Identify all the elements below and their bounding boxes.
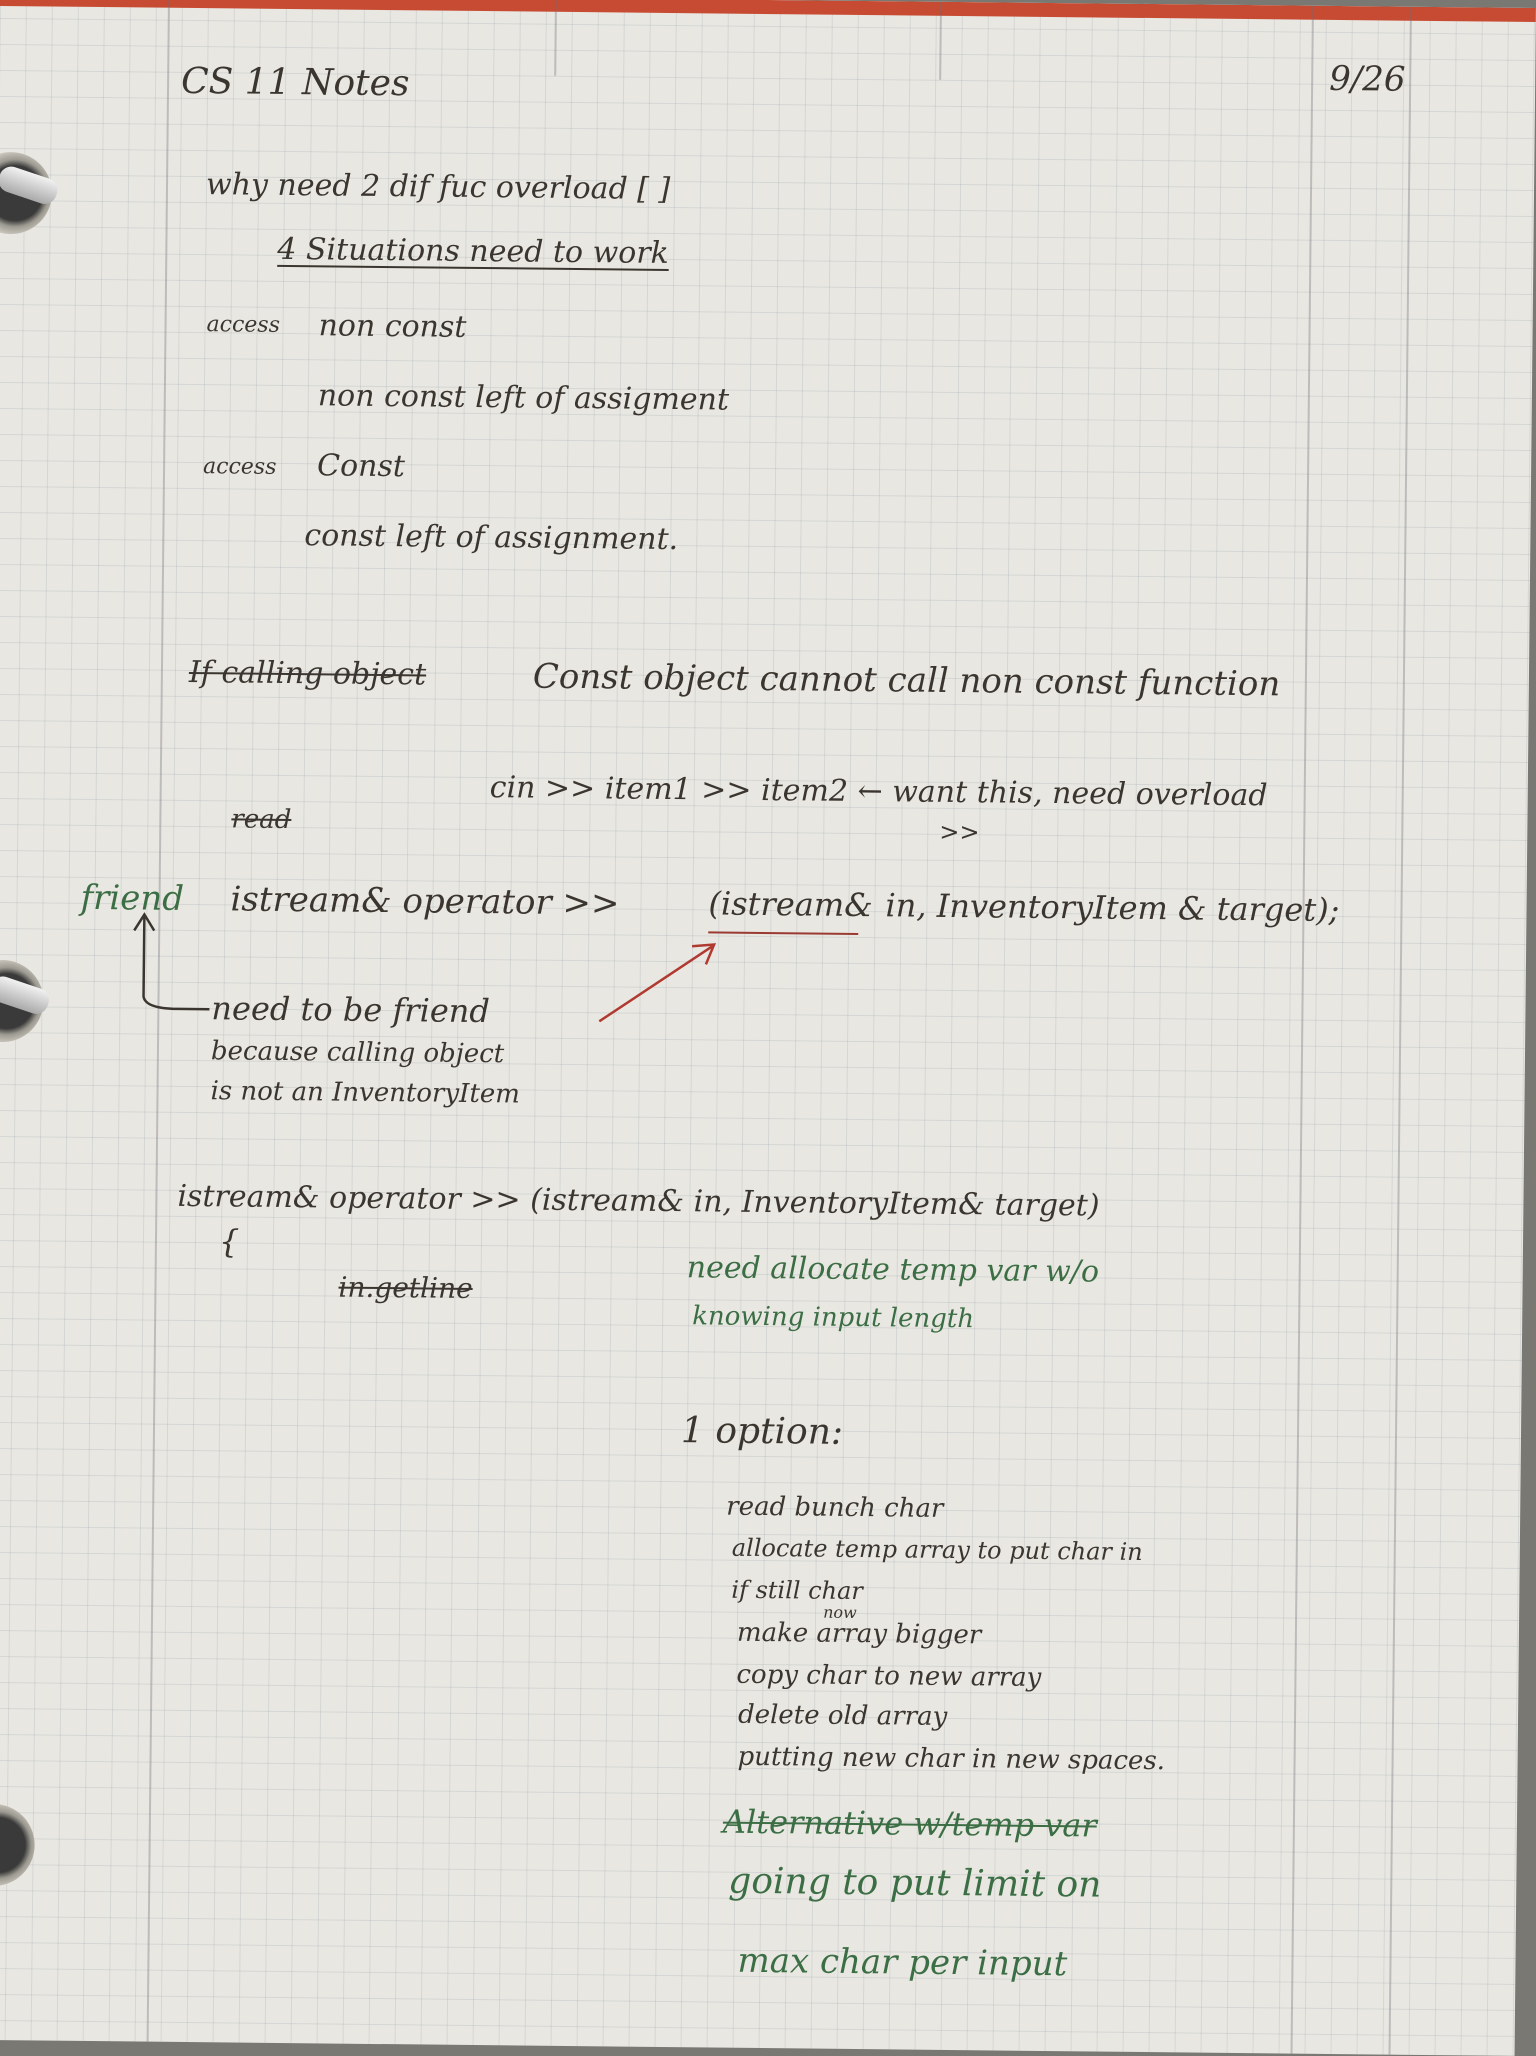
option-step: read bunch char [726, 1491, 944, 1524]
note-line: need to be friend [211, 989, 491, 1031]
note-line: 4 Situations need to work [277, 231, 670, 271]
header-divider [554, 0, 557, 76]
note-line: is not an InventoryItem [210, 1076, 521, 1110]
green-note: need allocate temp var w/o [686, 1250, 1100, 1290]
green-note: max char per input [737, 1940, 1068, 1985]
note-line: istream& operator >> (istream& in, InventoryItem& target) [177, 1178, 1100, 1224]
code-brace: { [218, 1222, 240, 1261]
crossed-out-text: If calling object [188, 654, 427, 693]
header-divider [939, 2, 942, 80]
green-note: knowing input length [692, 1301, 975, 1335]
page-date: 9/26 [1328, 58, 1406, 100]
note-line: cin >> item1 >> item2 ← want this, need overload [489, 770, 1268, 814]
option-step: allocate temp array to put char in [731, 1533, 1143, 1567]
green-note: going to put limit on [728, 1860, 1102, 1906]
friend-keyword: friend [80, 877, 185, 919]
note-line: why need 2 dif fuc overload [ ] [205, 167, 671, 207]
option-step-insert: now [823, 1602, 857, 1623]
note-line: (istream& [708, 884, 873, 925]
option-step: putting new char in new spaces. [737, 1741, 1166, 1777]
binder-hole [0, 1804, 35, 1887]
note-line: >> [939, 817, 980, 847]
note-label: access [202, 454, 277, 480]
option-step: if still char [731, 1575, 863, 1606]
right-edge-line [1389, 7, 1412, 2055]
green-crossed-out: Alternative w/temp var [722, 1802, 1097, 1845]
note-line: because calling object [210, 1036, 505, 1070]
option-step: delete old array [737, 1699, 948, 1732]
option-heading: 1 option: [680, 1410, 844, 1453]
crossed-out-text: read [231, 804, 292, 836]
option-step: make array bigger [736, 1617, 982, 1651]
note-line: Const object cannot call non const function [532, 656, 1281, 705]
right-margin-line [1291, 6, 1314, 2054]
note-label: access [206, 312, 281, 338]
note-line: non const left of assigment [317, 378, 730, 418]
note-line: istream& operator >> [230, 879, 620, 924]
note-line: non const [318, 308, 467, 345]
page-title: CS 11 Notes [180, 60, 410, 105]
option-step: copy char to new array [736, 1659, 1042, 1693]
note-line: in, InventoryItem & target); [885, 886, 1340, 930]
red-page-edge [0, 0, 1536, 22]
note-line: const left of assignment. [304, 518, 679, 558]
note-line: Const [316, 448, 406, 485]
red-underline [708, 931, 858, 935]
crossed-out-text: in.getline [338, 1270, 473, 1305]
